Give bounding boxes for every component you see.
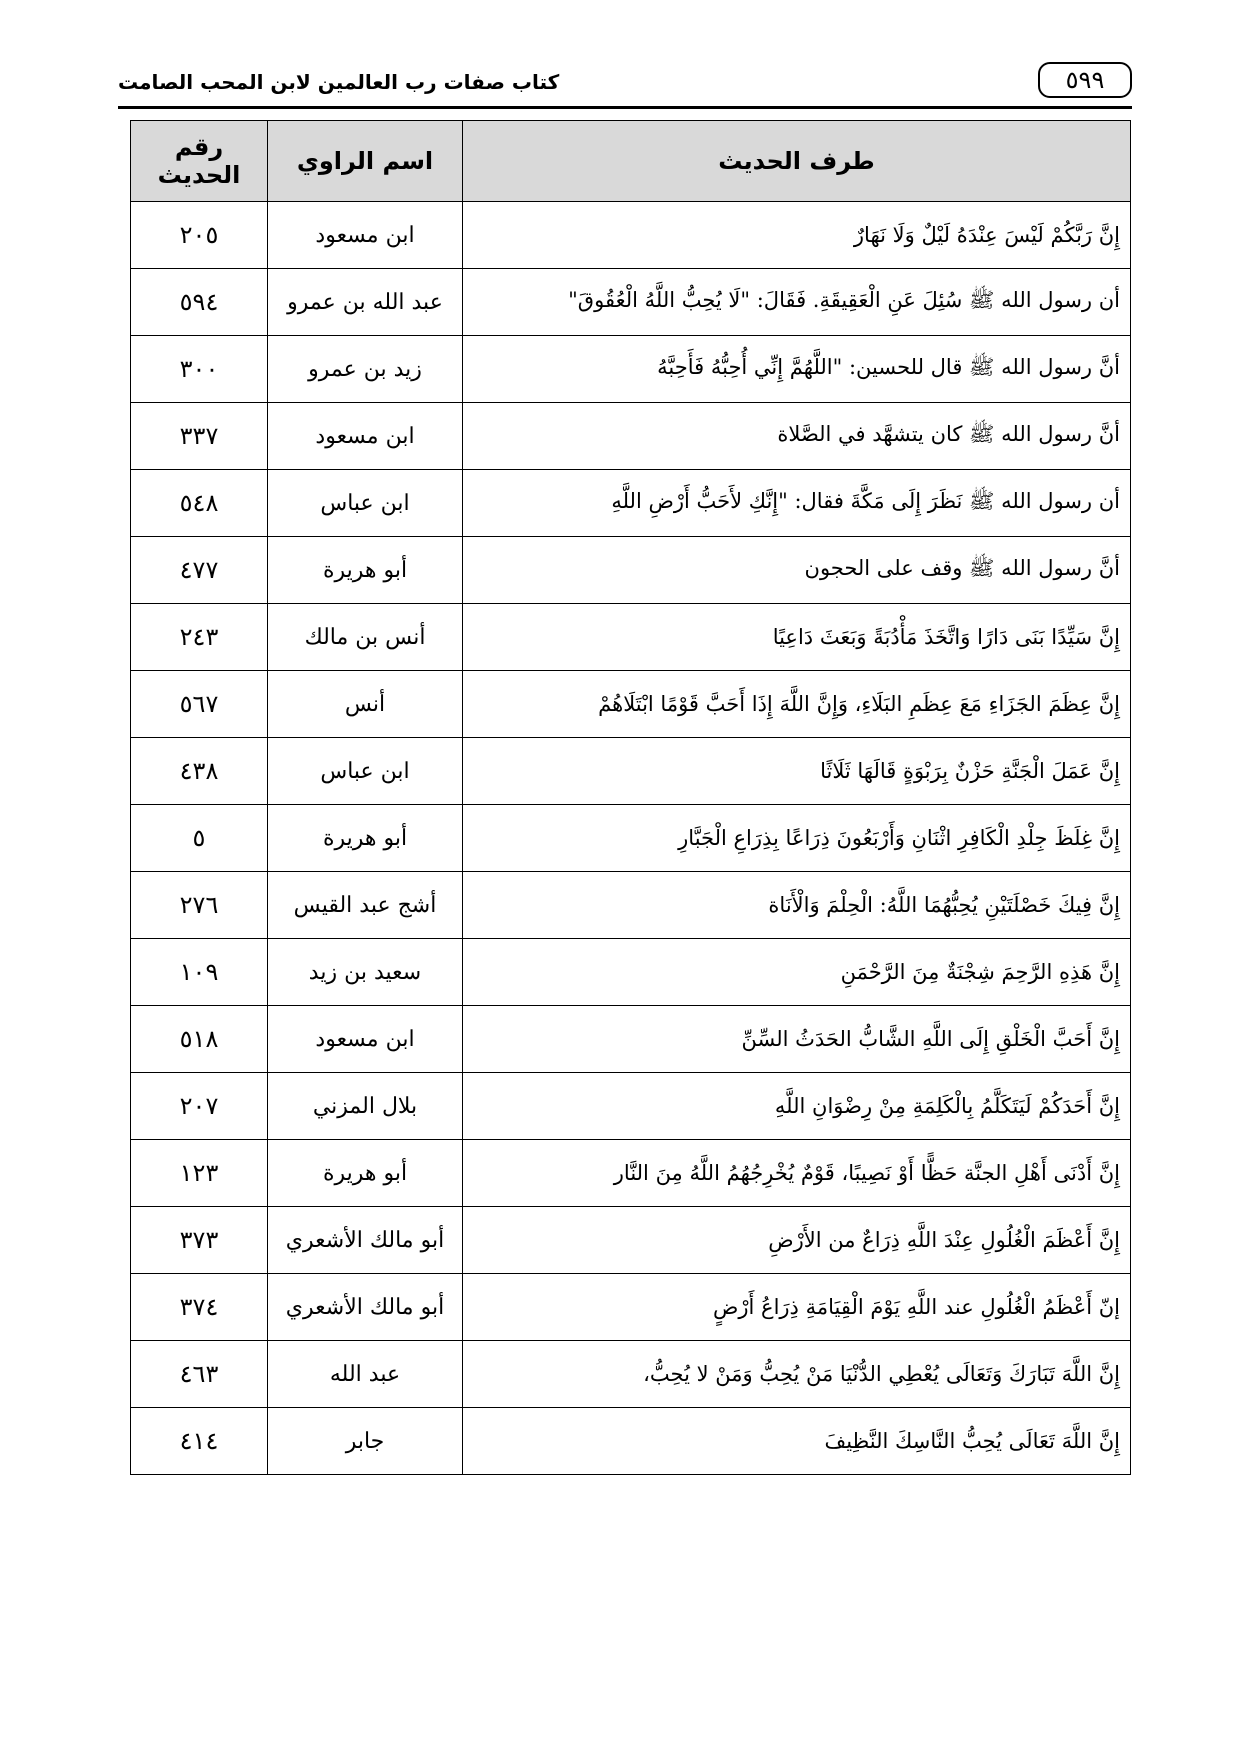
hadith-text-cell: إِنَّ أَحَبَّ الْخَلْقِ إِلَى اللَّهِ الشَّابُّ الحَدَثُ السِّنِّ [463, 1006, 1131, 1073]
hadith-text-cell: إِنَّ سَيِّدًا بَنَى دَارًا وَاتَّخَذَ مَأْدُبَةً وَبَعَثَ دَاعِيًا [463, 604, 1131, 671]
hadith-index-table [130, 120, 1131, 1475]
table-row [131, 269, 1131, 336]
hadith-number-cell: ٥٤٨ [131, 470, 268, 537]
hadith-text-cell: أنَّ رسول الله ﷺ قال للحسين: "اللَّهُمَّ إِنِّي أُحِبُّهُ فَأَحِبَّهُ [463, 336, 1131, 403]
hadith-number-cell: ٢٠٧ [131, 1073, 268, 1140]
table-row [131, 1073, 1131, 1140]
narrator-cell: أبو هريرة [268, 1140, 463, 1207]
hadith-number-cell: ٢٠٥ [131, 202, 268, 269]
hadith-text-cell: إِنَّ عَمَلَ الْجَنَّةِ حَزْنٌ بِرَبْوَةٍ قَالَهَا ثَلَاثًا [463, 738, 1131, 805]
hadith-text-cell: إِنَّ أَحَدَكُمْ لَيَتَكَلَّمُ بِالْكَلِمَةِ مِنْ رِضْوَانِ اللَّهِ [463, 1073, 1131, 1140]
table-row [131, 738, 1131, 805]
table-row [131, 1274, 1131, 1341]
narrator-cell: أنس [268, 671, 463, 738]
hadith-number-cell: ٢٧٦ [131, 872, 268, 939]
table-row [131, 470, 1131, 537]
header-rule [118, 106, 1132, 109]
table-row [131, 336, 1131, 403]
narrator-cell: زيد بن عمرو [268, 336, 463, 403]
hadith-number-cell: ٣٧٣ [131, 1207, 268, 1274]
hadith-text-cell: إِنَّ فِيكَ خَصْلَتَيْنِ يُحِبُّهُمَا اللَّهُ: الْحِلْمَ وَالْأَنَاة [463, 872, 1131, 939]
hadith-number-cell: ٣٠٠ [131, 336, 268, 403]
table-row [131, 202, 1131, 269]
hadith-text-cell: إنّ أَعْظَمُ الْغُلُولِ عند اللَّهِ يَوْمَ الْقِيَامَةِ ذِرَاعُ أَرْضٍ [463, 1274, 1131, 1341]
hadith-number-cell: ٤٦٣ [131, 1341, 268, 1408]
hadith-number-cell: ٥٩٤ [131, 269, 268, 336]
hadith-text-cell: إِنَّ هَذِهِ الرَّحِمَ شِجْنَةٌ مِنَ الرَّحْمَنِ [463, 939, 1131, 1006]
table-row [131, 939, 1131, 1006]
hadith-number-cell: ٤١٤ [131, 1408, 268, 1475]
hadith-text-cell: إِنَّ اللَّهَ تَعَالَى يُحِبُّ النَّاسِكَ النَّظِيفَ [463, 1408, 1131, 1475]
page-header [118, 52, 1132, 108]
hadith-number-cell: ٥ [131, 805, 268, 872]
hadith-number-cell: ١٠٩ [131, 939, 268, 1006]
narrator-cell: أبو هريرة [268, 805, 463, 872]
narrator-cell: عبد الله [268, 1341, 463, 1408]
table-row [131, 1140, 1131, 1207]
table-row [131, 671, 1131, 738]
narrator-cell: أبو مالك الأشعري [268, 1274, 463, 1341]
hadith-number-cell: ٤٣٨ [131, 738, 268, 805]
hadith-text-cell: إِنَّ عِظَمَ الجَزَاءِ مَعَ عِظَمِ البَلَاءِ، وَإِنَّ اللَّهَ إِذَا أَحَبَّ قَوْمًا ابْتَلَاهُمْ [463, 671, 1131, 738]
narrator-cell: أشج عبد القيس [268, 872, 463, 939]
column-header-hadith-text: طرف الحديث [463, 121, 1131, 202]
table-header-row [131, 121, 1131, 202]
narrator-cell: ابن مسعود [268, 1006, 463, 1073]
narrator-cell: سعيد بن زيد [268, 939, 463, 1006]
narrator-cell: ابن عباس [268, 738, 463, 805]
narrator-cell: بلال المزني [268, 1073, 463, 1140]
narrator-cell: ابن مسعود [268, 202, 463, 269]
narrator-cell: أبو مالك الأشعري [268, 1207, 463, 1274]
table-row [131, 403, 1131, 470]
narrator-cell: أبو هريرة [268, 537, 463, 604]
column-header-hadith-number: رقم الحديث [131, 121, 268, 202]
table-row [131, 1006, 1131, 1073]
hadith-number-cell: ٣٧٤ [131, 1274, 268, 1341]
table-row [131, 1207, 1131, 1274]
hadith-text-cell: أن رسول الله ﷺ نَظَرَ إِلَى مَكَّةَ فقال: "إِنَّكِ لأَحَبُّ أَرْضِ اللَّهِ [463, 470, 1131, 537]
narrator-cell: ابن مسعود [268, 403, 463, 470]
narrator-cell: جابر [268, 1408, 463, 1475]
table-row [131, 805, 1131, 872]
page-number-badge: ٥٩٩ [1038, 62, 1132, 98]
narrator-cell: ابن عباس [268, 470, 463, 537]
hadith-text-cell: أن رسول الله ﷺ سُئِلَ عَنِ الْعَقِيقَةِ. فَقَالَ: "لَا يُحِبُّ اللَّهُ الْعُقُوقَ" [463, 269, 1131, 336]
book-title: كتاب صفات رب العالمين لابن المحب الصامت [118, 70, 560, 94]
table-row [131, 537, 1131, 604]
hadith-text-cell: أنَّ رسول الله ﷺ وقف على الحجون [463, 537, 1131, 604]
hadith-number-cell: ٥١٨ [131, 1006, 268, 1073]
hadith-text-cell: إِنَّ أَعْظَمَ الْغُلُولِ عِنْدَ اللَّهِ ذِرَاعٌ من الأَرْضِ [463, 1207, 1131, 1274]
hadith-number-cell: ٥٦٧ [131, 671, 268, 738]
hadith-number-cell: ١٢٣ [131, 1140, 268, 1207]
hadith-text-cell: إِنَّ اللَّهَ تَبَارَكَ وَتَعَالَى يُعْطِي الدُّنْيَا مَنْ يُحِبُّ وَمَنْ لا يُحِبُّ، [463, 1341, 1131, 1408]
table-row [131, 1408, 1131, 1475]
table-row [131, 604, 1131, 671]
hadith-number-cell: ٤٧٧ [131, 537, 268, 604]
hadith-number-cell: ٣٣٧ [131, 403, 268, 470]
column-header-narrator: اسم الراوي [268, 121, 463, 202]
hadith-text-cell: إِنَّ رَبَّكُمْ لَيْسَ عِنْدَهُ لَيْلٌ وَلَا نَهَارٌ [463, 202, 1131, 269]
table-row [131, 1341, 1131, 1408]
narrator-cell: عبد الله بن عمرو [268, 269, 463, 336]
hadith-number-cell: ٢٤٣ [131, 604, 268, 671]
table-row [131, 872, 1131, 939]
hadith-text-cell: إِنَّ أَدْنَى أَهْلِ الجنَّة حَظًّا أَوْ نَصِيبًا، قَوْمٌ يُخْرِجُهُمُ اللَّهُ مِنَ النَّار [463, 1140, 1131, 1207]
hadith-text-cell: إِنَّ غِلَظَ جِلْدِ الْكَافِرِ اثْنَانِ وَأَرْبَعُونَ ذِرَاعًا بِذِرَاعِ الْجَبَّارِ [463, 805, 1131, 872]
narrator-cell: أنس بن مالك [268, 604, 463, 671]
hadith-text-cell: أنَّ رسول الله ﷺ كان يتشهَّد في الصَّلاة [463, 403, 1131, 470]
